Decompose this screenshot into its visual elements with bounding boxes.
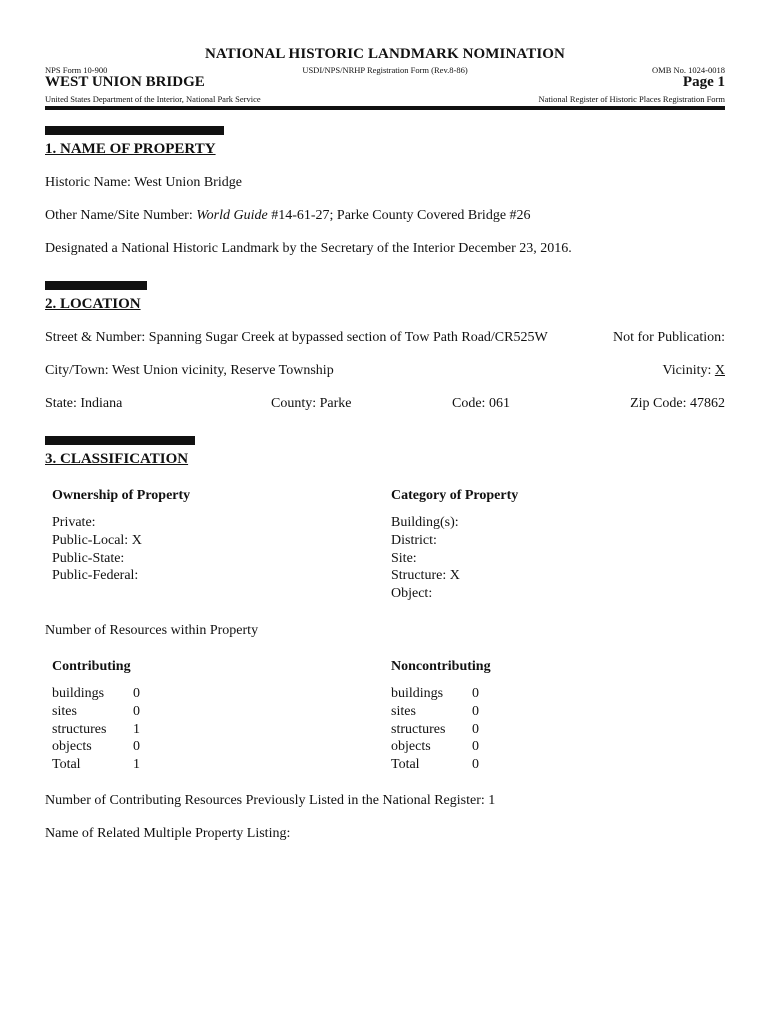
contributing-structures-value: 1 xyxy=(133,721,140,737)
resources-label: Number of Resources within Property xyxy=(45,623,259,638)
department-line: United States Department of the Interior, National Park Service xyxy=(45,94,261,104)
category-heading: Category of Property xyxy=(391,488,519,503)
related-listing: Name of Related Multiple Property Listing: xyxy=(45,826,291,841)
noncontributing-total-label: Total xyxy=(391,757,420,773)
table-row xyxy=(391,703,479,721)
county: County: Parke xyxy=(271,396,352,411)
section-3-heading: 3. CLASSIFICATION xyxy=(45,451,189,467)
noncontributing-buildings-value: 0 xyxy=(472,686,479,701)
historic-name: Historic Name: West Union Bridge xyxy=(45,175,242,190)
previously-listed: Number of Contributing Resources Previously Listed in the National Register: 1 xyxy=(45,793,496,808)
ownership-public-federal: Public-Federal: xyxy=(52,568,139,584)
ownership-public-local: Public-Local: X xyxy=(52,532,142,548)
table-row xyxy=(52,703,140,721)
noncontributing-structures-value: 0 xyxy=(472,721,479,737)
other-name xyxy=(45,208,531,224)
vicinity-value: X xyxy=(714,363,725,378)
contributing-objects-value: 0 xyxy=(133,739,140,755)
category-buildings: Building(s): xyxy=(391,515,459,530)
section-3-bar xyxy=(45,436,195,445)
table-row xyxy=(391,685,479,703)
contributing-sites-label: sites xyxy=(52,703,77,719)
city-town: City/Town: West Union vicinity, Reserve Township xyxy=(45,363,334,378)
contributing-buildings-value: 0 xyxy=(133,686,140,701)
category-object: Object: xyxy=(391,586,433,602)
other-name-prefix: Other Name/Site Number: xyxy=(45,208,197,223)
contributing-total-label: Total xyxy=(52,757,81,773)
contributing-total-value: 1 xyxy=(133,757,140,773)
noncontributing-buildings-label: buildings xyxy=(391,686,444,701)
section-1-heading: 1. NAME OF PROPERTY xyxy=(45,141,216,157)
category-structure: Structure: X xyxy=(391,568,460,584)
contributing-heading: Contributing xyxy=(52,659,131,674)
noncontributing-objects-value: 0 xyxy=(472,739,479,755)
other-name-italic: World Guide xyxy=(196,208,268,223)
code: Code: 061 xyxy=(452,396,510,411)
page-number: Page 1 xyxy=(682,74,725,90)
category-site: Site: xyxy=(391,550,417,566)
table-row xyxy=(52,738,140,756)
noncontributing-total-value: 0 xyxy=(472,757,479,773)
noncontributing-sites-label: sites xyxy=(391,703,416,719)
noncontributing-structures-label: structures xyxy=(391,721,446,737)
table-row xyxy=(52,721,140,739)
category-list xyxy=(391,514,460,603)
table-row xyxy=(52,685,140,703)
form-name: USDI/NPS/NRHP Registration Form (Rev.8-86) xyxy=(302,65,468,75)
noncontributing-sites-value: 0 xyxy=(472,703,479,719)
property-name: WEST UNION BRIDGE xyxy=(45,74,205,90)
section-1-bar xyxy=(45,126,224,135)
vicinity xyxy=(662,363,725,379)
vicinity-label: Vicinity: xyxy=(662,363,715,378)
omb-number: OMB No. 1024-0018 xyxy=(652,65,725,75)
form-number: NPS Form 10-900 xyxy=(45,65,108,75)
designation-text: Designated a National Historic Landmark by the Secretary of the Interior December 23, 2016. xyxy=(45,241,572,256)
street-number: Street & Number: Spanning Sugar Creek at bypassed section of Tow Path Road/CR525W xyxy=(45,330,548,345)
table-row xyxy=(391,756,479,774)
ownership-public-state: Public-State: xyxy=(52,550,125,566)
noncontributing-heading: Noncontributing xyxy=(391,659,491,674)
contributing-sites-value: 0 xyxy=(133,703,140,719)
not-for-publication: Not for Publication: xyxy=(613,330,725,345)
table-row xyxy=(391,738,479,756)
section-2-heading: 2. LOCATION xyxy=(45,296,141,312)
table-row xyxy=(391,721,479,739)
contributing-structures-label: structures xyxy=(52,721,107,737)
document-title: NATIONAL HISTORIC LANDMARK NOMINATION xyxy=(205,46,565,62)
state: State: Indiana xyxy=(45,396,123,411)
header-rule xyxy=(45,106,725,110)
ownership-list xyxy=(52,514,142,585)
zip-code: Zip Code: 47862 xyxy=(630,396,725,411)
contributing-table xyxy=(52,685,140,774)
category-district: District: xyxy=(391,532,437,548)
section-2-bar xyxy=(45,281,147,290)
noncontributing-table xyxy=(391,685,479,774)
register-line: National Register of Historic Places Registration Form xyxy=(538,94,725,104)
ownership-private: Private: xyxy=(52,515,96,530)
other-name-rest: #14-61-27; Parke County Covered Bridge #26 xyxy=(267,208,531,223)
ownership-heading: Ownership of Property xyxy=(52,488,191,503)
contributing-buildings-label: buildings xyxy=(52,686,105,701)
contributing-objects-label: objects xyxy=(52,739,92,755)
table-row xyxy=(52,756,140,774)
noncontributing-objects-label: objects xyxy=(391,739,431,755)
